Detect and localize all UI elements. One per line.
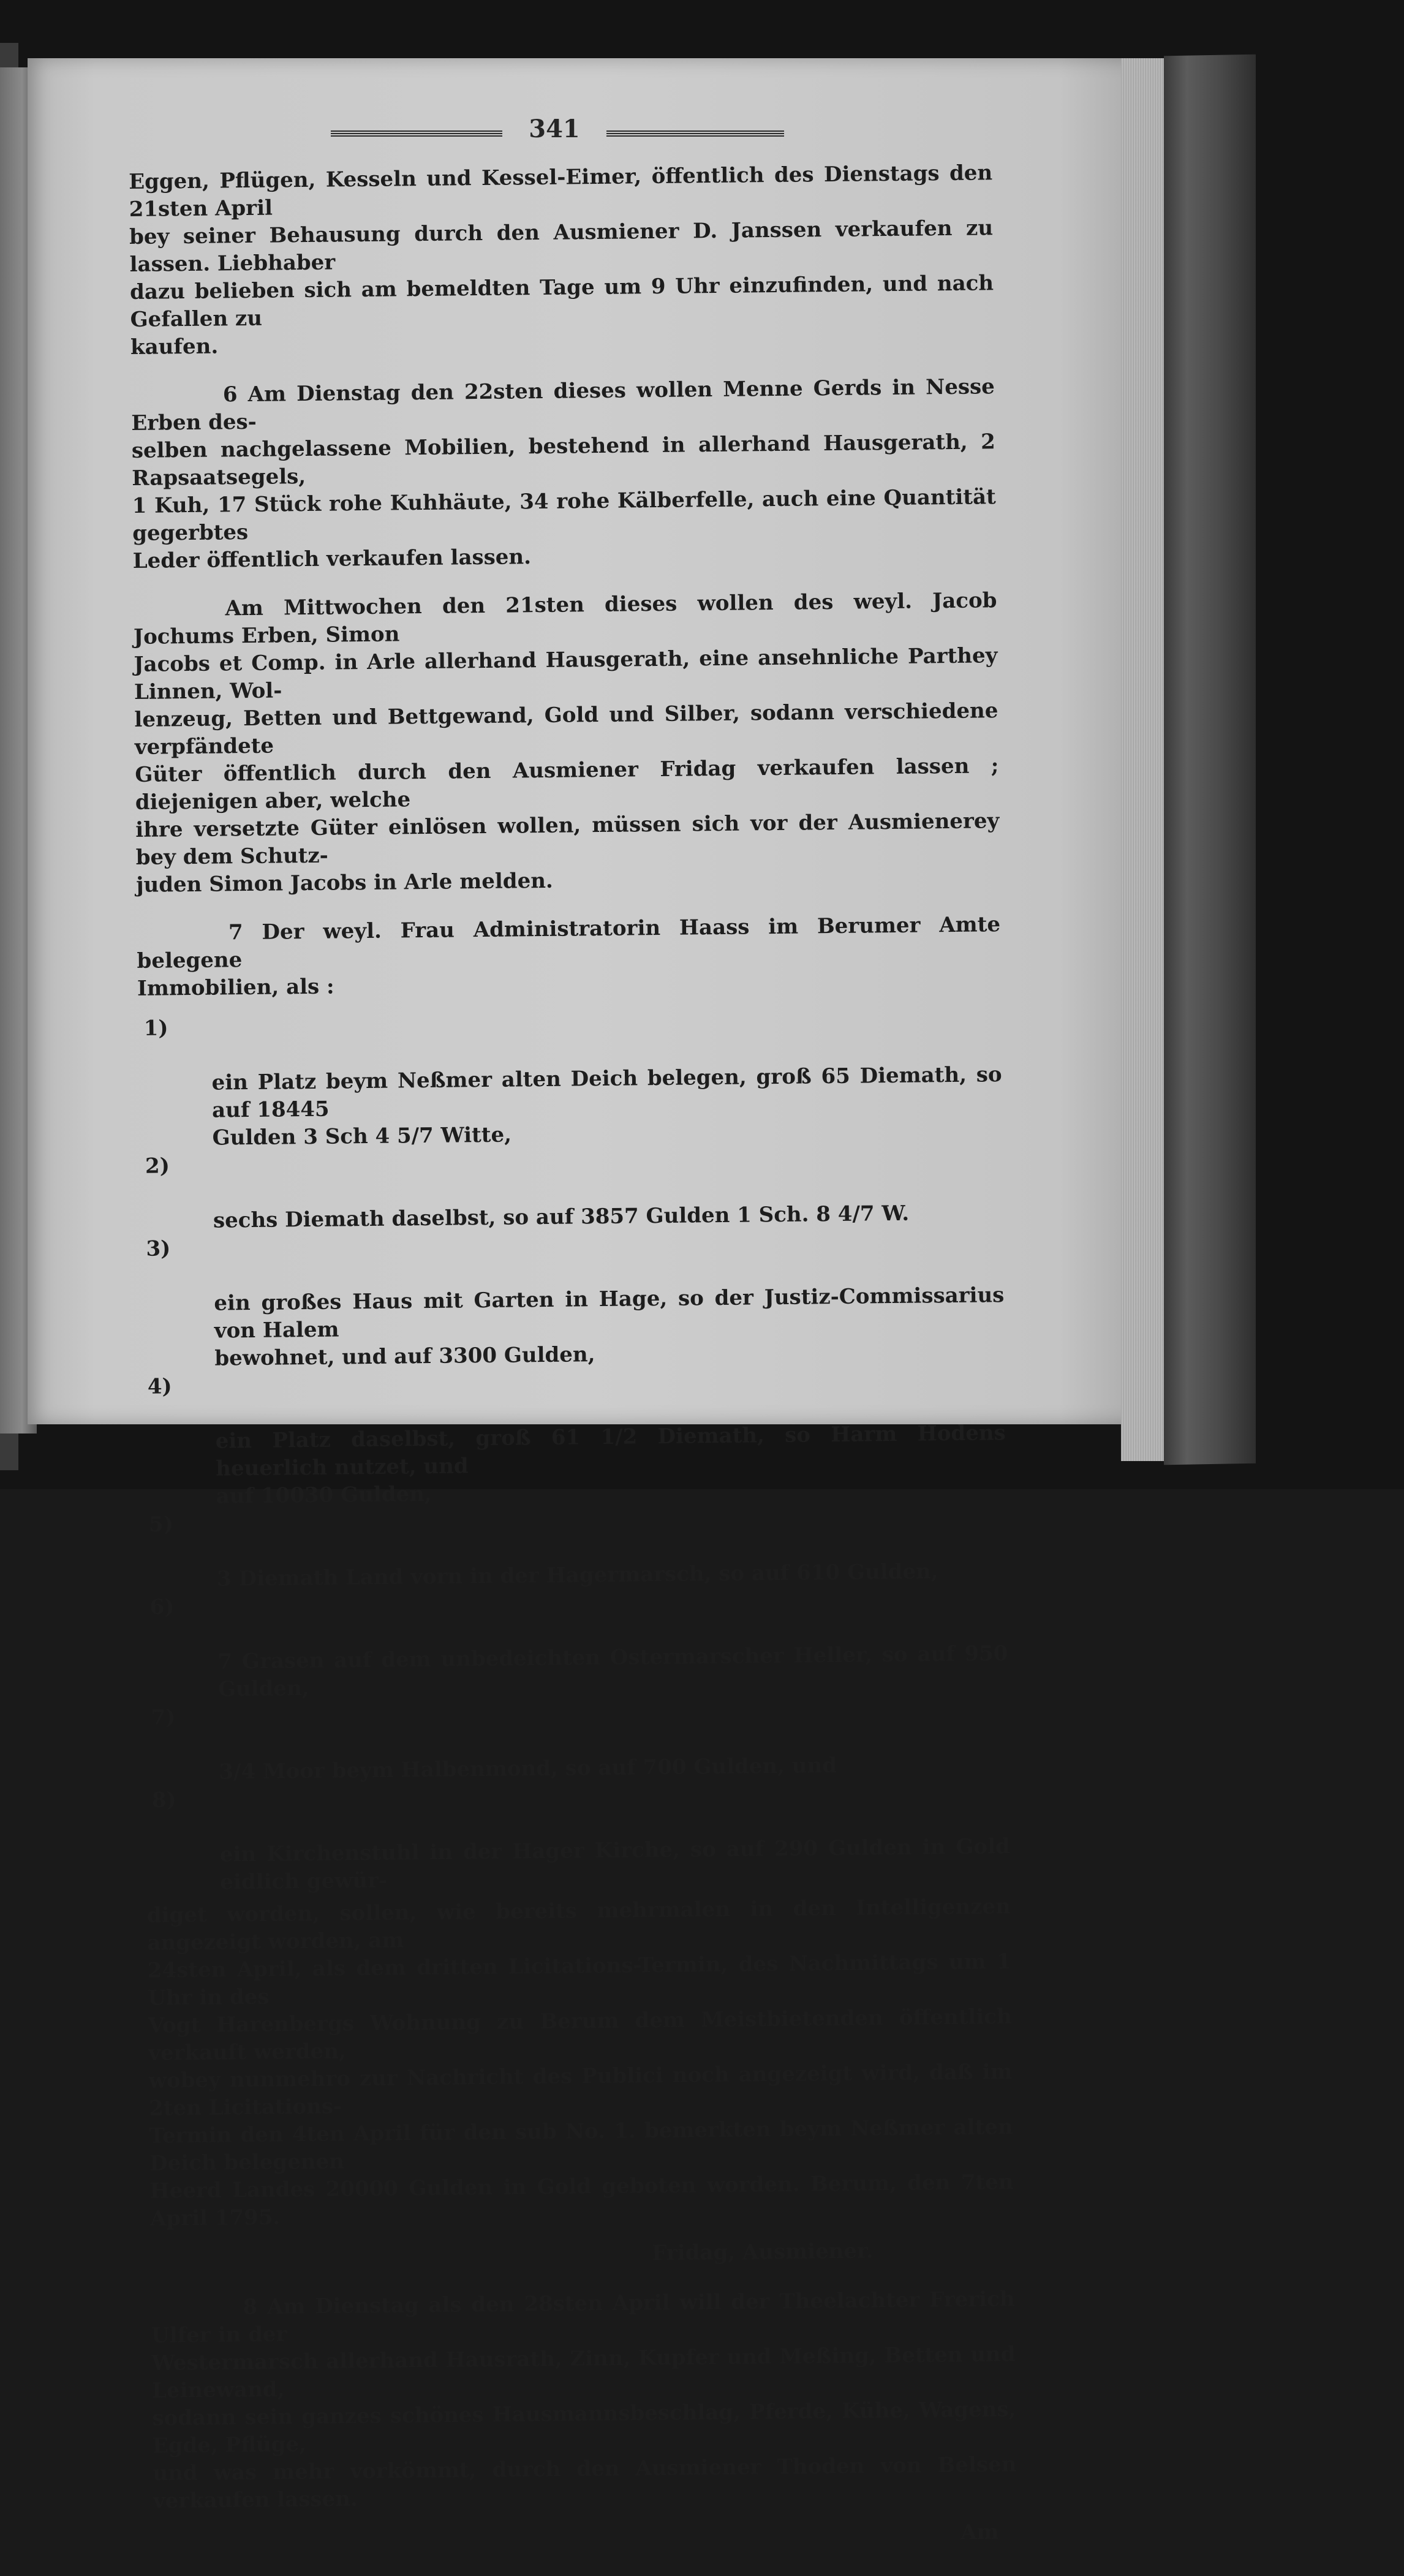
list-item-text: ein Kirchenstuhl in der Hager Kirche, so auf 290 Gulden in Gold eidlich gewür-: [219, 1834, 1010, 1895]
list-item-text: ein Platz beym Neßmer alten Deich belegen, groß 65 Diemath, so auf 18445 Gulden 3 Sch 4 5/7 Witte,: [211, 1062, 1002, 1150]
list-item-number: 4): [147, 1374, 172, 1399]
page-header: [306, 113, 796, 150]
page-number: 341: [529, 115, 580, 143]
paragraph-item-8: 8 Am Dienstag als den 28sten April will der Theelachter Frerich Ulfer in der Westermarsch allerhand Hausrath, Zinn, Kupfer und Meßing, Betten und Leinewand, sodann sein ganzes schönes Hausmannsbeschlag, Pferde, Kühe, Wagens, Egde, Pflüge, und was mehr vorkömmt, durch den Ausmiener Thoden von Belsen verkaufen lassen.: [151, 2287, 1017, 2514]
paragraph-continued: Eggen, Pflügen, Kesseln und Kessel-Eimer, öffentlich des Dienstags den 21sten April bey seiner Behausung durch den Ausmiener D. Janssen verkaufen zu lassen. Liebhaber dazu belieben sich am bemeldten Tage um 9 Uhr einzufinden, und nach Gefallen zu kaufen.: [129, 161, 994, 360]
header-rule-right: [606, 130, 784, 137]
list-item-text: 3/4 Moor beym Halbenmond, so auf 700 Gulden, und: [219, 1753, 837, 1785]
list-item-number: 6): [149, 1595, 175, 1620]
list-item-number: 7): [151, 1705, 176, 1730]
signature: Fridag, Ausmiener.: [652, 2238, 874, 2266]
catchword: Am: [960, 2520, 999, 2545]
list-item-text: 7 Grasen auf dem unbedeichten Ostermarscher Heller, so auf 950 Gulden,: [217, 1641, 1008, 1702]
list-item: [143, 1585, 1008, 1704]
list-item: [140, 1226, 1005, 1373]
list-item: [146, 1778, 1011, 1897]
list-item: [137, 1006, 1002, 1153]
list-item-text: ein großes Haus mit Garten in Hage, so der Justiz-Commissarius von Halem bewohnet, und auf 3300 Gulden,: [214, 1283, 1005, 1371]
header-rule-left: [331, 130, 502, 137]
paragraph-item-7: 7 Der weyl. Frau Administratorin Haass im Berumer Amte belegene Immobilien, als :: [137, 912, 1001, 1001]
book-cover-right: [1164, 55, 1256, 1465]
list-item: [143, 1502, 1007, 1594]
list-item-text: 3 Diemath Land vorn in der Hagermarsch, so auf 610 Gulden,: [216, 1559, 938, 1592]
list-item: [139, 1144, 1003, 1236]
list-item: [145, 1695, 1009, 1787]
list-item-text: sechs Diemath daselbst, so auf 3857 Gulden 1 Sch. 8 4/7 W.: [213, 1201, 910, 1233]
list-item-text: ein Platz daselbst, groß 61 1/2 Diemath, so Harm Hodens heuerlich nutzet, und auf 10030 Gulden,: [215, 1421, 1006, 1509]
list-item-number: 8): [151, 1788, 176, 1813]
list-item-number: 1): [143, 1016, 168, 1041]
list-item-number: 2): [145, 1154, 170, 1179]
paragraph-continuation: diget worden, sollen, wie bereits mehrmalen in den Intelligenzen angezeigt worden, am 24sten April, als dem dritten Licitations-Termin, des Nachmittags um 1 Uhr in des Vogt Harenbergs Wohnung zu Berum dem Meistbietenden öffentlich verkauft werden, wobey nunmehro zur Nachricht des Publici noch angezeigt wird, daß im 2ten Licitations- Termin den 4ten April für den sub No. 1. bemerkten beym Neßmer alten Deich belegenen Heerd Landes 20000 Gulden in Gold geboten worden. Berum, den 7ten April 1795.: [146, 1894, 1014, 2231]
list-item: [142, 1364, 1006, 1511]
paragraph-jacob-jochums: Am Mittwochen den 21sten dieses wollen des weyl. Jacob Jochums Erben, Simon Jacobs et Comp. in Arle allerhand Hausgerath, eine ansehnliche Parthey Linnen, Wol- lenzeug, Betten und Bettgewand, Gold und Silber, sodann verschiedene verpfändete Güter öffentlich durch den Ausmiener Fridag verkaufen lassen ; diejenigen aber, welche ihre versetzte Güter einlösen wollen, müssen sich vor der Ausmienerey bey dem Schutz- juden Simon Jacobs in Arle melden.: [133, 588, 1000, 897]
list-item-number: 5): [148, 1512, 174, 1537]
immobilien-list: [137, 1006, 1010, 1897]
list-item-number: 3): [146, 1236, 171, 1261]
page-block-edge: [1121, 58, 1164, 1461]
page-body: [129, 159, 1017, 2576]
paragraph-item-6: 6 Am Dienstag den 22sten dieses wollen Menne Gerds in Nesse Erben des- selben nachgelassene Mobilien, bestehend in allerhand Hausgerath, 2 Rapsaatsegels, 1 Kuh, 17 Stück rohe Kuhhäute, 34 rohe Kälberfelle, auch eine Quantität gegerbtes Leder öffentlich verkaufen lassen.: [131, 374, 996, 573]
